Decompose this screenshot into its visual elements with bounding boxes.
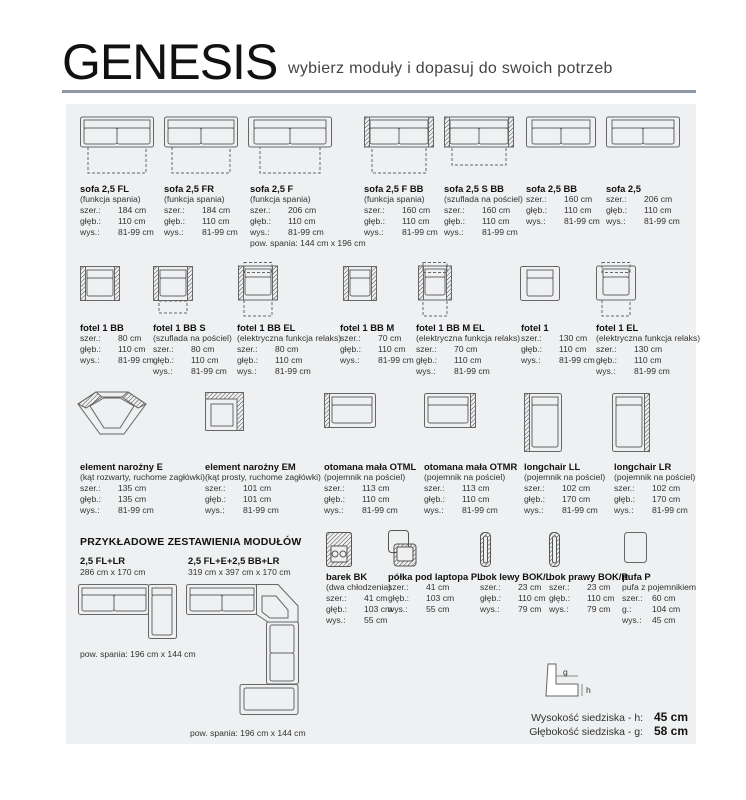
height-value: 45 cm [652, 615, 676, 625]
height-value: 79 cm [518, 604, 542, 614]
depth-value: 110 cm [275, 355, 303, 365]
product-name: półka pod laptopa PL [388, 571, 483, 582]
width-value: 41 cm [364, 593, 388, 603]
product-element-narozny-e: element narożny E (kąt rozwarty, ruchome zagłówki) szer.: 135 cm głęb.: 135 cm wys.: 81-99 cm [80, 461, 205, 515]
example-size: 286 cm x 170 cm [80, 567, 146, 577]
width-value: 160 cm [482, 205, 511, 215]
width-value: 206 cm [644, 194, 673, 204]
depth-value: 110 cm [118, 216, 146, 226]
height-value: 55 cm [426, 604, 450, 614]
height-value: 81-99 cm [644, 216, 680, 226]
product-element-narozny-em: element narożny EM (kąt prosty, ruchome zagłówki) szer.: 101 cm głęb.: 101 cm wys.: 81-99 cm [205, 461, 321, 515]
width-value: 130 cm [634, 344, 663, 354]
product-note: (pojemnik na pościel) [424, 472, 506, 482]
product-note: (funkcja spania) [80, 194, 141, 204]
width-value: 70 cm [378, 333, 402, 343]
height-value: 81-99 cm [562, 505, 598, 515]
sofa-2-5-fr-drawing [164, 116, 238, 174]
depth-value: 103 cm [364, 604, 393, 614]
width-value: 184 cm [118, 205, 147, 215]
height-value: 81-99 cm [191, 366, 227, 376]
product-name: pufa P [622, 571, 651, 582]
height-value: 81-99 cm [402, 227, 438, 237]
product-sofa-2-5-bb: sofa 2,5 BB szer.: 160 cm głęb.: 110 cm wys.: 81-99 cm [526, 183, 600, 226]
product-bok-lewy: bok lewy BOK/L szer.: 23 cm głęb.: 110 cm wys.: 79 cm [480, 571, 552, 614]
bok-prawy-drawing [549, 532, 561, 568]
height-value: 81-99 cm [288, 227, 324, 237]
polka-pod-laptopa-drawing [388, 530, 418, 570]
product-note: (elektryczna funkcja relaks) [416, 333, 521, 343]
product-sofa-2-5-s-bb: sofa 2,5 S BB (szuflada na pościel) szer.: 160 cm głęb.: 110 cm wys.: 81-99 cm [444, 183, 523, 237]
sofa-2-5-f-drawing [248, 116, 332, 174]
example-name: 2,5 FL+E+2,5 BB+LR [188, 555, 280, 566]
width-value: 101 cm [243, 483, 272, 493]
h-mark: h [586, 685, 591, 695]
example-set-1-sleep: pow. spania: 196 cm x 144 cm [80, 649, 196, 659]
product-longchair-ll: longchair LL (pojemnik na pościel) szer.: 102 cm głęb.: 170 cm wys.: 81-99 cm [524, 461, 606, 515]
height-value: 81-99 cm [275, 366, 311, 376]
longchair-lr-drawing [612, 393, 650, 453]
width-value: 80 cm [275, 344, 299, 354]
width-value: 102 cm [562, 483, 591, 493]
sofa-2-5-f-bb-drawing [364, 116, 434, 174]
product-name: bok lewy BOK/L [480, 571, 552, 582]
depth-value: 110 cm [288, 216, 316, 226]
depth-value: 110 cm [564, 205, 592, 215]
product-name: sofa 2,5 [606, 183, 641, 194]
product-polka-pod-laptopa: półka pod laptopa PL szer.: 41 cm głęb.: 103 cm wys.: 55 cm [388, 571, 483, 614]
depth-value: 110 cm [454, 355, 482, 365]
width-value: 206 cm [288, 205, 317, 215]
sofa-2-5-fl-drawing [80, 116, 154, 174]
height-value: 81-99 cm [378, 355, 414, 365]
product-otomana-mala-otmr: otomana mała OTMR (pojemnik na pościel) szer.: 113 cm głęb.: 110 cm wys.: 81-99 cm [424, 461, 518, 515]
sleep-area: pow. spania: 144 cm x 196 cm [250, 238, 366, 248]
product-note: (pojemnik na pościel) [614, 472, 696, 482]
product-note: (kąt prosty, ruchome zagłówki) [205, 472, 321, 482]
depth-value: 103 cm [426, 593, 455, 603]
depth-value: 110 cm [634, 355, 662, 365]
longchair-ll-drawing [524, 393, 562, 453]
width-value: 184 cm [202, 205, 231, 215]
fotel-1-bb-m-el-drawing [418, 262, 452, 320]
height-value: 81-99 cm [652, 505, 688, 515]
height-value: 81-99 cm [454, 366, 490, 376]
seat-depth-label: Głębokość siedziska - g: [529, 726, 644, 738]
product-name: fotel 1 BB S [153, 322, 206, 333]
product-note: (pojemnik na pościel) [324, 472, 406, 482]
height-value: 81-99 cm [482, 227, 518, 237]
fotel-1-bb-m-drawing [343, 266, 377, 304]
seat-height-value: 45 cm [653, 710, 688, 724]
width-value: 160 cm [564, 194, 593, 204]
depth-value: 110 cm [518, 593, 546, 603]
product-fotel-1-bb-m-el: fotel 1 BB M EL (elektryczna funkcja relaks) szer.: 70 cm głęb.: 110 cm wys.: 81-99 cm [416, 322, 521, 376]
depth-value: 110 cm [482, 216, 510, 226]
product-note: (elektryczna funkcja relaks) [237, 333, 342, 343]
width-value: 113 cm [362, 483, 390, 493]
height-value: 81-99 cm [118, 227, 154, 237]
otomana-mala-otml-drawing [324, 393, 376, 429]
product-sofa-2-5-fl: sofa 2,5 FL (funkcja spania) szer.: 184 cm głęb.: 110 cm wys.: 81-99 cm [80, 183, 154, 237]
example-name: 2,5 FL+LR [80, 555, 126, 566]
depth-value: 170 cm [562, 494, 591, 504]
height-value: 81-99 cm [462, 505, 498, 515]
fotel-1-bb-drawing [80, 266, 120, 304]
product-fotel-1-bb-el: fotel 1 BB EL (elektryczna funkcja relaks) szer.: 80 cm głęb.: 110 cm wys.: 81-99 cm [237, 322, 342, 376]
product-pufa-p: pufa P pufa z pojemnikiem szer.: 60 cm g.: 104 cm wys.: 45 cm [622, 571, 697, 625]
product-sofa-2-5: sofa 2,5 szer.: 206 cm głęb.: 110 cm wys.: 81-99 cm [606, 183, 680, 226]
example-set-2-sleep: pow. spania: 196 cm x 144 cm [190, 728, 306, 738]
pufa-p-drawing [624, 532, 648, 564]
product-note: (funkcja spania) [164, 194, 225, 204]
depth-value: 101 cm [243, 494, 272, 504]
sofa-2-5-bb-drawing [526, 116, 596, 150]
fotel-1-bb-s-drawing [153, 266, 193, 316]
barek-bk-drawing [326, 532, 352, 568]
depth-value: 104 cm [652, 604, 681, 614]
width-value: 130 cm [559, 333, 588, 343]
width-value: 160 cm [402, 205, 431, 215]
element-narozny-e-drawing [76, 390, 148, 436]
element-narozny-em-drawing [205, 392, 245, 432]
product-name: fotel 1 [521, 322, 549, 333]
product-name: fotel 1 EL [596, 322, 639, 333]
depth-value: 110 cm [559, 344, 587, 354]
product-name: sofa 2,5 S BB [444, 183, 504, 194]
product-sofa-2-5-fr: sofa 2,5 FR (funkcja spania) szer.: 184 cm głęb.: 110 cm wys.: 81-99 cm [164, 183, 238, 237]
depth-value: 110 cm [362, 494, 390, 504]
product-fotel-1-el: fotel 1 EL (elektryczna funkcja relaks) szer.: 130 cm głęb.: 110 cm wys.: 81-99 cm [596, 322, 701, 376]
brand-subtitle: wybierz moduły i dopasuj do swoich potrzeb [288, 60, 613, 77]
product-name: otomana mała OTML [324, 461, 417, 472]
product-fotel-1-bb: fotel 1 BB szer.: 80 cm głęb.: 110 cm wys.: 81-99 cm [80, 322, 154, 365]
depth-value: 110 cm [462, 494, 490, 504]
fotel-1-bb-el-drawing [238, 262, 278, 320]
product-name: sofa 2,5 F BB [364, 183, 424, 194]
width-value: 80 cm [191, 344, 215, 354]
sofa-2-5-drawing [606, 116, 680, 150]
product-note: (szuflada na pościel) [153, 333, 232, 343]
height-value: 81-99 cm [202, 227, 238, 237]
height-value: 81-99 cm [243, 505, 279, 515]
depth-value: 110 cm [191, 355, 219, 365]
examples-heading: PRZYKŁADOWE ZESTAWIENIA MODUŁÓW [80, 536, 302, 548]
product-fotel-1-bb-m: fotel 1 BB M szer.: 70 cm głęb.: 110 cm wys.: 81-99 cm [340, 322, 414, 365]
seat-dimension-diagram [540, 660, 592, 700]
product-note: (dwa chłodzenia) [326, 582, 391, 592]
example-set-2 [188, 555, 291, 578]
width-value: 135 cm [118, 483, 147, 493]
product-note: (elektryczna funkcja relaks) [596, 333, 701, 343]
depth-value: 110 cm [587, 593, 615, 603]
product-name: sofa 2,5 F [250, 183, 294, 194]
product-note: (szuflada na pościel) [444, 194, 523, 204]
height-value: 81-99 cm [559, 355, 595, 365]
brand-title: GENESIS [62, 34, 278, 90]
example-set-1-drawing [78, 584, 178, 640]
product-note: pufa z pojemnikiem [622, 582, 697, 592]
product-sofa-2-5-f: sofa 2,5 F (funkcja spania) szer.: 206 cm głęb.: 110 cm wys.: 81-99 cm pow. spania: 144 cm x 196 cm [250, 183, 366, 248]
depth-value: 110 cm [644, 205, 672, 215]
product-name: element narożny E [80, 461, 163, 472]
product-name: fotel 1 BB M [340, 322, 395, 333]
product-barek-bk: barek BK (dwa chłodzenia) szer.: 41 cm głęb.: 103 cm wys.: 55 cm [326, 571, 393, 625]
fotel-1-el-drawing [596, 262, 636, 320]
height-value: 81-99 cm [564, 216, 600, 226]
product-name: fotel 1 BB EL [237, 322, 296, 333]
width-value: 60 cm [652, 593, 676, 603]
fotel-1-drawing [520, 266, 560, 304]
width-value: 113 cm [462, 483, 490, 493]
product-bok-prawy: bok prawy BOK/R szer.: 23 cm głęb.: 110 cm wys.: 79 cm [549, 571, 629, 614]
product-otomana-mala-otml: otomana mała OTML (pojemnik na pościel) szer.: 113 cm głęb.: 110 cm wys.: 81-99 cm [324, 461, 417, 515]
product-name: bok prawy BOK/R [549, 571, 629, 582]
product-name: fotel 1 BB M EL [416, 322, 485, 333]
height-value: 81-99 cm [118, 505, 154, 515]
bok-lewy-drawing [480, 532, 492, 568]
height-value: 81-99 cm [634, 366, 670, 376]
depth-value: 110 cm [202, 216, 230, 226]
product-name: sofa 2,5 FL [80, 183, 129, 194]
product-name: otomana mała OTMR [424, 461, 518, 472]
example-set-2-drawing [186, 584, 304, 716]
width-value: 41 cm [426, 582, 450, 592]
product-note: (funkcja spania) [250, 194, 311, 204]
width-value: 102 cm [652, 483, 681, 493]
product-name: longchair LR [614, 461, 672, 472]
product-name: fotel 1 BB [80, 322, 124, 333]
sofa-2-5-s-bb-drawing [444, 116, 514, 174]
header-rule [62, 90, 696, 93]
seat-height-row [531, 710, 688, 724]
product-sofa-2-5-f-bb: sofa 2,5 F BB (funkcja spania) szer.: 160 cm głęb.: 110 cm wys.: 81-99 cm [364, 183, 438, 237]
example-size: 319 cm x 397 cm x 170 cm [188, 567, 291, 577]
height-value: 55 cm [364, 615, 388, 625]
width-value: 70 cm [454, 344, 478, 354]
seat-depth-row [529, 724, 688, 738]
product-name: sofa 2,5 BB [526, 183, 578, 194]
example-set-1 [80, 555, 145, 578]
depth-value: 135 cm [118, 494, 147, 504]
width-value: 23 cm [518, 582, 542, 592]
product-longchair-lr: longchair LR (pojemnik na pościel) szer.: 102 cm głęb.: 170 cm wys.: 81-99 cm [614, 461, 696, 515]
depth-value: 110 cm [378, 344, 406, 354]
height-value: 81-99 cm [362, 505, 398, 515]
seat-height-label: Wysokość siedziska - h: [531, 712, 644, 724]
width-value: 23 cm [587, 582, 611, 592]
seat-depth-value: 58 cm [653, 724, 688, 738]
g-mark: g [563, 667, 568, 677]
height-value: 81-99 cm [118, 355, 154, 365]
product-name: element narożny EM [205, 461, 296, 472]
otomana-mala-otmr-drawing [424, 393, 476, 429]
product-name: barek BK [326, 571, 368, 582]
height-value: 79 cm [587, 604, 611, 614]
product-note: (funkcja spania) [364, 194, 425, 204]
depth-value: 170 cm [652, 494, 681, 504]
product-fotel-1-bb-s: fotel 1 BB S (szuflada na pościel) szer.: 80 cm głęb.: 110 cm wys.: 81-99 cm [153, 322, 232, 376]
product-name: sofa 2,5 FR [164, 183, 215, 194]
depth-value: 110 cm [402, 216, 430, 226]
product-fotel-1: fotel 1 szer.: 130 cm głęb.: 110 cm wys.: 81-99 cm [521, 322, 595, 365]
product-name: longchair LL [524, 461, 581, 472]
width-value: 80 cm [118, 333, 142, 343]
product-note: (kąt rozwarty, ruchome zagłówki) [80, 472, 205, 482]
depth-value: 110 cm [118, 344, 146, 354]
product-note: (pojemnik na pościel) [524, 472, 606, 482]
